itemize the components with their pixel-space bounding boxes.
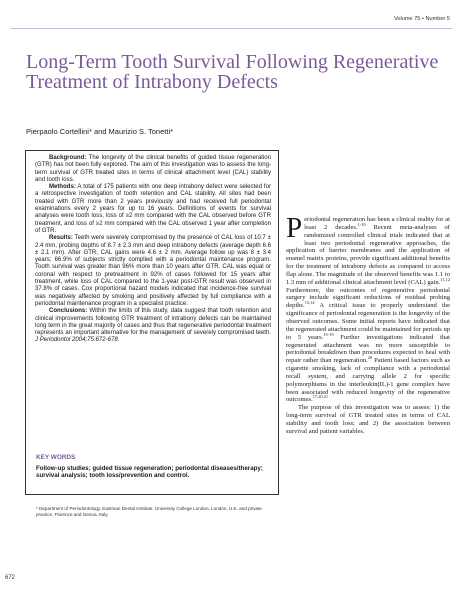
ref-superscript: 11,12 [440,276,450,282]
body-column [286,212,450,436]
intro-text: Patient based factors such as cigarette smoking, lack of compliance with a periodontal recall system, and carrying allele 2 for specific polymorphisms in the interleukin(IL)-1 gene complex have been associated with reduced longevity of the regenerative outcomes. [286,357,450,404]
abstract-results [35,235,271,308]
conclusions-text: Within the limits of this study, data suggest that tooth retention and clinical improvements following GTR treatment of intrabony defects can be maintained long term in the great majority of cases and thus that regenerative periodontal treatment represents an important alternative for the management of severely compromised teeth. [35,308,271,337]
abstract-methods [35,184,271,235]
ref-superscript: 1-10 [357,221,366,227]
article-title: Long-Term Tooth Survival Following Regenerative Treatment of Intrabony Defects [26,51,439,93]
background-text: The longevity of the clinical benefits of guided tissue regeneration (GTR) has not been fully explored. The aim of this investigation was to assess the long-term survival of GTR treated sites in terms of clinical attachment level (CAL) stability and tooth loss. [35,155,271,183]
abstract-background [35,155,271,184]
abstract [35,155,271,345]
header-rule [10,28,452,29]
abstract-conclusions [35,308,271,344]
ref-superscript: 13,14 [304,300,315,306]
background-label: Background: [49,155,87,161]
methods-label: Methods: [49,184,76,191]
ref-superscript: 20 [367,355,373,361]
running-head: Volume 75 • Number 5 [393,16,450,22]
ref-superscript: 15-19 [323,331,334,337]
drop-cap: P [286,212,303,244]
intro-text: Recent meta-analyses of randomized controlled clinical trials indicated that at least two periodontal regenerative approaches, the application of barrier membranes and the application of enamel matrix proteins, provide significant additional benefits for the treatment of intrabony defects as compared to access flap alone. The magnitude of the observed benefits was 1.1 to 1.3 mm of additional clinical attachment level (CAL) gain. [286,223,450,286]
author-line: Pierpaolo Cortellini* and Maurizio S. Tonetti* [26,127,174,136]
intro-text: eriodontal regeneration has been a clinical reality for at least 2 decades. [304,216,450,231]
intro-text: Furthermore, the outcomes of regenerative periodontal surgery include significant reductions of residual probing depths. [286,286,450,310]
intro-paragraph-1 [286,212,450,404]
keywords-text: Follow-up studies; guided tissue regeneration; periodontal diseases/therapy; survival analysis; tooth loss/prevention and control. [36,465,263,480]
keywords-heading: KEY WORDS [36,454,76,461]
intro-text: A critical issue to properly understand the significance of periodontal regeneration is the longevity of the observed outcomes. Some initial reports have indicated that the regenerated attachment could be maintained for periods up to 5 years. [286,302,450,341]
intro-paragraph-2: The purpose of this investigation was to assess: 1) the long-term survival of GTR treated sites in terms of CAL stability and tooth loss; and 2) the association between survival and patient variables. [286,404,450,435]
intro-text: Further investigations indicated that regenerated attachment was no more susceptible to periodontal breakdown than procedures expected to heal with repair rather than regeneration. [286,333,450,365]
citation: J Periodontol 2004;75:672-678. [35,337,120,344]
affiliation-footnote: * Department of Periodontology, Eastman Dental Institute, University College London, London, U.K. and private practice, Florence and Genoa, Italy. [36,506,262,517]
methods-text: A total of 175 patients with one deep intrabony defect were selected for a retrospective investigation of tooth retention and CAL stability. All sites had been treated with GTR more than 2 years previously and had received full periodontal examinations every 2 years for up to 16 years. Definitions of events for survival analyses were tooth loss, loss of ≥2 mm compared with the CAL observed before GTR treatment, and loss of ≥2 mm compared with the CAL observed 1 year after completion of GTR. [35,184,271,234]
page-number: 672 [5,575,16,581]
results-label: Results: [49,235,73,242]
results-text: Teeth were severely compromised by the presence of CAL loss of 10.7 ± 2.4 mm, probing depths of 8.7 ± 2.3 mm and deep intrabony defects (average depth 6.6 ± 2.1 mm). After GTR, CAL gains were 4.6 ± 2 mm. Average follow up was 8 ± 3.4 years; 66.9% of subjects strictly complied with a periodontal maintenance program. Tooth survival was greater than 96% more than 10 years after GTR. CAL was equal or coronal with respect to pretreatment in 92% of cases followed for 15 years after treatment, while loss of CAL compared to the 1-year post-GTR result was observed in 37.8% of cases. Cox proportional hazard models indicated that incidence-free survival was negatively affected by smoking and positively affected by full compliance with a periodontal maintenance program in a specialist practice. [35,235,271,307]
ref-superscript: 17,20,21 [312,394,329,400]
conclusions-label: Conclusions: [49,308,88,315]
